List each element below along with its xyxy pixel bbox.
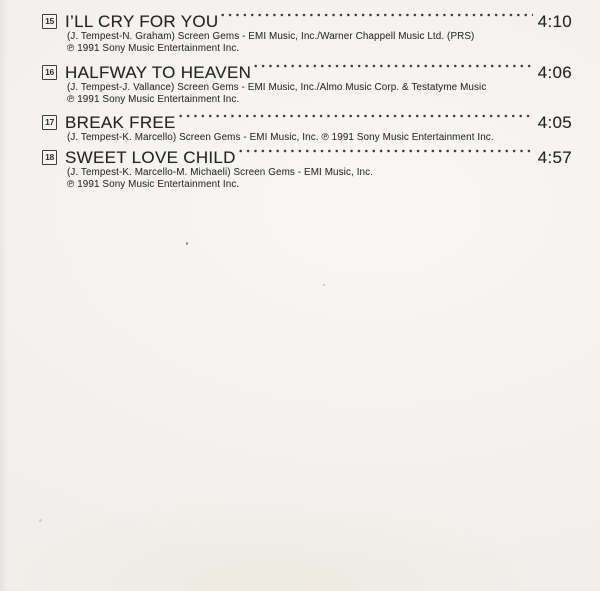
track-row-15 <box>42 13 572 55</box>
track-title: HALFWAY TO HEAVEN <box>65 63 252 82</box>
track-number-box: 18 <box>42 150 57 165</box>
track-title: BREAK FREE <box>65 113 176 132</box>
track-duration: 4:10 <box>537 12 572 31</box>
track-duration: 4:05 <box>537 113 572 132</box>
track-credits: (J. Tempest-K. Marcello) Screen Gems - EMI Music, Inc. ℗ 1991 Sony Music Entertainment Inc. <box>67 132 494 143</box>
track-duration: 4:57 <box>537 148 572 167</box>
scan-speck <box>39 519 42 522</box>
scan-speck <box>186 242 188 245</box>
track-credits: (J. Tempest-K. Marcello-M. Michaeli) Screen Gems - EMI Music, Inc. <box>67 167 374 178</box>
track-number-box: 15 <box>42 14 57 29</box>
track-title: I’LL CRY FOR YOU <box>65 12 219 31</box>
track-title-row <box>42 13 572 31</box>
track-credits: (J. Tempest-J. Vallance) Screen Gems - EMI Music, Inc./Almo Music Corp. & Testatyme Music <box>67 82 487 93</box>
dot-leader <box>219 13 532 31</box>
track-pline: ℗ 1991 Sony Music Entertainment Inc. <box>67 94 240 105</box>
track-pline: ℗ 1991 Sony Music Entertainment Inc. <box>67 179 240 190</box>
track-row-16 <box>42 64 572 106</box>
track-number-box: 17 <box>42 115 57 130</box>
track-title-row <box>42 114 572 132</box>
scan-speck <box>323 284 325 286</box>
track-title-row <box>42 149 572 167</box>
track-number-box: 16 <box>42 65 57 80</box>
track-row-18 <box>42 149 572 191</box>
dot-leader <box>252 64 533 82</box>
track-title: SWEET LOVE CHILD <box>65 148 236 167</box>
track-pline: ℗ 1991 Sony Music Entertainment Inc. <box>67 43 240 54</box>
track-row-17 <box>42 114 572 144</box>
track-title-row <box>42 64 572 82</box>
dot-leader <box>237 149 533 167</box>
dot-leader <box>177 114 533 132</box>
track-duration: 4:06 <box>537 63 572 82</box>
track-credits: (J. Tempest-N. Graham) Screen Gems - EMI Music, Inc./Warner Chappell Music Ltd. (PRS) <box>67 31 475 42</box>
